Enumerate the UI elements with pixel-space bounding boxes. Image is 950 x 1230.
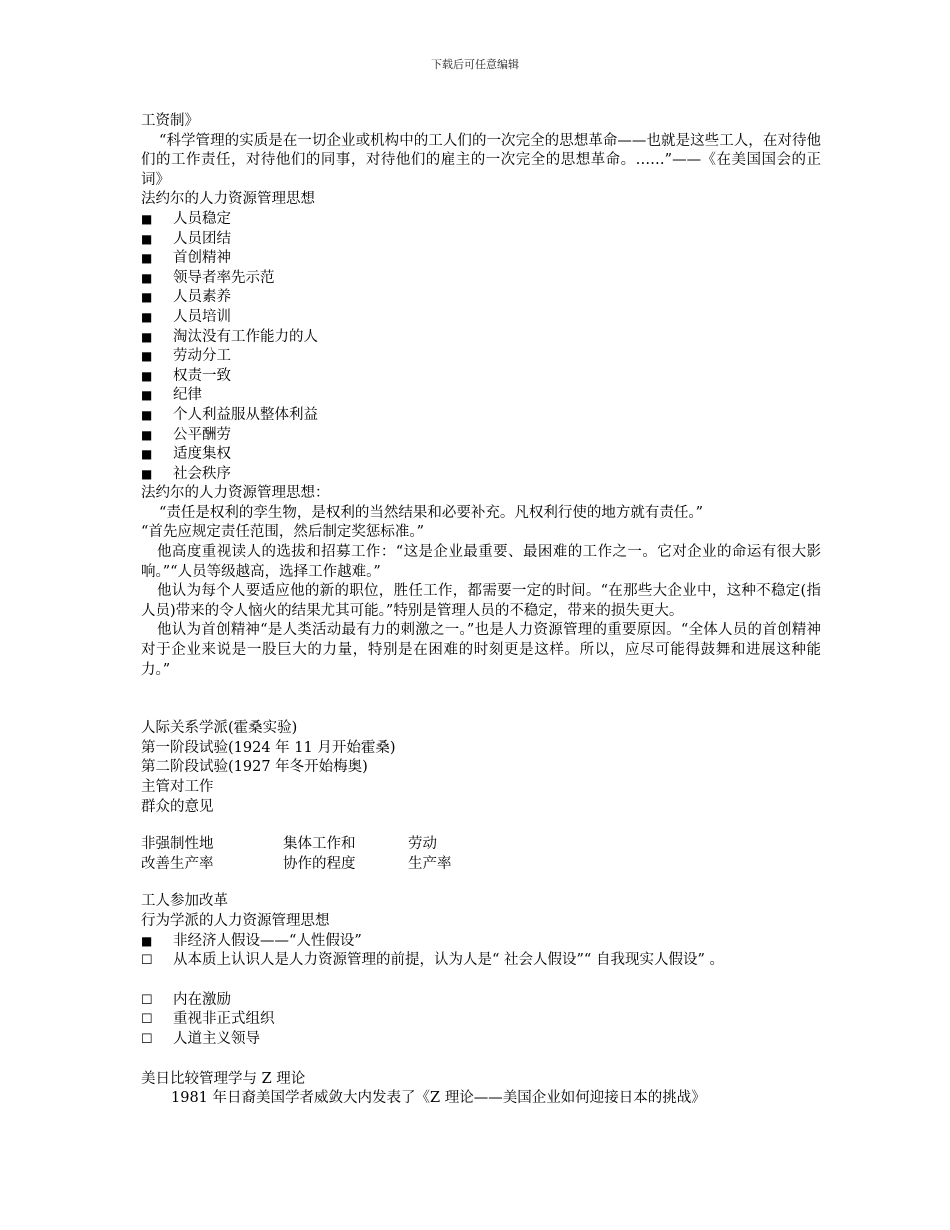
fayol-item-label: 首创精神 bbox=[173, 250, 231, 267]
fayol-list-item bbox=[141, 386, 821, 406]
hollow-square-bullet-icon: ☐ bbox=[141, 953, 153, 969]
fayol-item-label: 权责一致 bbox=[173, 367, 231, 384]
hawthorne-diagram-row bbox=[141, 835, 821, 855]
fayol-list-item bbox=[141, 230, 821, 250]
filled-square-bullet-icon: ■ bbox=[141, 447, 153, 462]
hawthorne-line: 工人参加改革 bbox=[141, 893, 228, 910]
filled-square-bullet-icon: ■ bbox=[141, 251, 153, 266]
fayol-list-item bbox=[141, 249, 821, 269]
fayol-list-item bbox=[141, 406, 821, 426]
filled-square-bullet-icon: ■ bbox=[141, 270, 153, 285]
fayol-list-item bbox=[141, 367, 821, 387]
filled-square-bullet-icon: ■ bbox=[141, 407, 153, 422]
diagram-cell: 非强制性地 bbox=[141, 836, 214, 853]
filled-square-bullet-icon: ■ bbox=[141, 388, 153, 403]
fayol-item-label: 人员素养 bbox=[173, 289, 231, 306]
fayol-item-label: 人员培训 bbox=[173, 308, 231, 325]
filled-square-bullet-icon: ■ bbox=[141, 211, 153, 226]
hawthorne-stage-2: 第二阶段试验(1927 年冬开始梅奥) bbox=[141, 759, 368, 776]
fayol-item-label: 个人利益服从整体利益 bbox=[173, 406, 318, 423]
fayol-paragraph: “首先应规定责任范围，然后制定奖惩标准。” bbox=[141, 524, 425, 541]
taylor-quote: “科学管理的实质是在一切企业或机构中的工人们的一次完全的思想革命——也就是这些工人，在对待他们的工作责任，对待他们的同事，对待他们的雇主的一次完全的思想革命。……”——《在美国国会的正词》 bbox=[141, 132, 821, 188]
fayol-list-item bbox=[141, 308, 821, 328]
bullet-label: 重视非正式组织 bbox=[173, 1011, 275, 1028]
filled-square-bullet-icon: ■ bbox=[141, 466, 153, 481]
fayol-item-label: 劳动分工 bbox=[173, 348, 231, 365]
hollow-square-bullet-icon: ☐ bbox=[141, 1012, 153, 1028]
hawthorne-diagram-row bbox=[141, 855, 821, 875]
fayol-item-label: 适度集权 bbox=[173, 446, 231, 463]
fayol-paragraph: 他认为首创精神“是人类活动最有力的刺激之一。”也是人力资源管理的重要原因。“全体人员的首创精神对于企业来说是一股巨大的力量，特别是在困难的时刻更是这样。所以，应尽可能得鼓舞和进展这种能力。” bbox=[141, 622, 821, 678]
fayol-list-item bbox=[141, 465, 821, 485]
behavior-bullet bbox=[141, 932, 821, 952]
fayol-list-item bbox=[141, 288, 821, 308]
diagram-cell: 劳动 bbox=[408, 836, 437, 853]
filled-square-bullet-icon: ■ bbox=[141, 309, 153, 324]
fayol-list-item bbox=[141, 445, 821, 465]
fayol-paragraph: 他认为每个人要适应他的新的职位，胜任工作，都需要一定的时间。“在那些大企业中，这种不稳定(指人员)带来的令人恼火的结果尤其可能。”特别是管理人员的不稳定，带来的损失更大。 bbox=[141, 583, 821, 619]
filled-square-bullet-icon: ■ bbox=[141, 933, 153, 948]
hawthorne-title: 人际关系学派(霍桑实验) bbox=[141, 720, 298, 737]
fayol-list-item bbox=[141, 269, 821, 289]
diagram-cell: 生产率 bbox=[408, 855, 452, 872]
filled-square-bullet-icon: ■ bbox=[141, 231, 153, 246]
filled-square-bullet-icon: ■ bbox=[141, 349, 153, 364]
fayol-item-label: 领导者率先示范 bbox=[173, 269, 275, 286]
fayol-item-label: 人员稳定 bbox=[173, 210, 231, 227]
bullet-label: 从本质上认识人是人力资源管理的前提，认为人是“ 社会人假设”“ 自我现实人假设” 。 bbox=[173, 952, 724, 969]
bullet-label: 内在激励 bbox=[173, 991, 231, 1008]
document-body bbox=[141, 112, 821, 1109]
diagram-cell: 集体工作和 bbox=[283, 836, 356, 853]
fayol-heading: 法约尔的人力资源管理思想 bbox=[141, 191, 315, 208]
fayol-item-label: 人员团结 bbox=[173, 230, 231, 247]
filled-square-bullet-icon: ■ bbox=[141, 368, 153, 383]
hollow-square-bullet-icon: ☐ bbox=[141, 992, 153, 1008]
fayol-list-item bbox=[141, 347, 821, 367]
ztheory-heading: 美日比较管理学与 Z 理论 bbox=[141, 1070, 306, 1087]
fayol-item-label: 淘汰没有工作能力的人 bbox=[173, 328, 318, 345]
diagram-cell: 协作的程度 bbox=[283, 855, 356, 872]
fayol-item-label: 社会秩序 bbox=[173, 465, 231, 482]
behavior-bullet bbox=[141, 991, 821, 1011]
fayol-bullet-list bbox=[141, 210, 821, 484]
fayol-paragraph: 他高度重视读人的选拔和招募工作：“这是企业最重要、最困难的工作之一。它对企业的命运有很大影响。”“人员等级越高，选择工作越难。” bbox=[141, 544, 821, 580]
fayol-list-item bbox=[141, 426, 821, 446]
behavior-bullet bbox=[141, 1030, 821, 1050]
fayol-list-item bbox=[141, 210, 821, 230]
hawthorne-stage-1: 第一阶段试验(1924 年 11 月开始霍桑) bbox=[141, 739, 396, 756]
bullet-label: 非经济人假设——“人性假设” bbox=[173, 932, 362, 949]
behavior-bullet bbox=[141, 951, 821, 971]
fayol-item-label: 公平酬劳 bbox=[173, 426, 231, 443]
ztheory-line: 1981 年日裔美国学者威敛大内发表了《Z 理论——美国企业如何迎接日本的挑战》 bbox=[171, 1090, 706, 1107]
fayol-heading-2: 法约尔的人力资源管理思想： bbox=[141, 485, 330, 502]
fayol-list-item bbox=[141, 328, 821, 348]
bullet-label: 人道主义领导 bbox=[173, 1030, 260, 1047]
behavior-heading: 行为学派的人力资源管理思想 bbox=[141, 912, 330, 929]
diagram-cell: 改善生产率 bbox=[141, 855, 214, 872]
page-header: 下载后可任意编辑 bbox=[431, 58, 519, 71]
hollow-square-bullet-icon: ☐ bbox=[141, 1031, 153, 1047]
behavior-bullet bbox=[141, 1010, 821, 1030]
intro-line: 工资制》 bbox=[141, 113, 199, 129]
filled-square-bullet-icon: ■ bbox=[141, 329, 153, 344]
filled-square-bullet-icon: ■ bbox=[141, 290, 153, 305]
fayol-paragraph: “责任是权利的孪生物，是权利的当然结果和必要补充。凡权利行使的地方就有责任。” bbox=[159, 504, 704, 521]
filled-square-bullet-icon: ■ bbox=[141, 427, 153, 442]
fayol-item-label: 纪律 bbox=[173, 387, 202, 404]
hawthorne-line: 群众的意见 bbox=[141, 798, 214, 815]
hawthorne-line: 主管对工作 bbox=[141, 779, 214, 795]
